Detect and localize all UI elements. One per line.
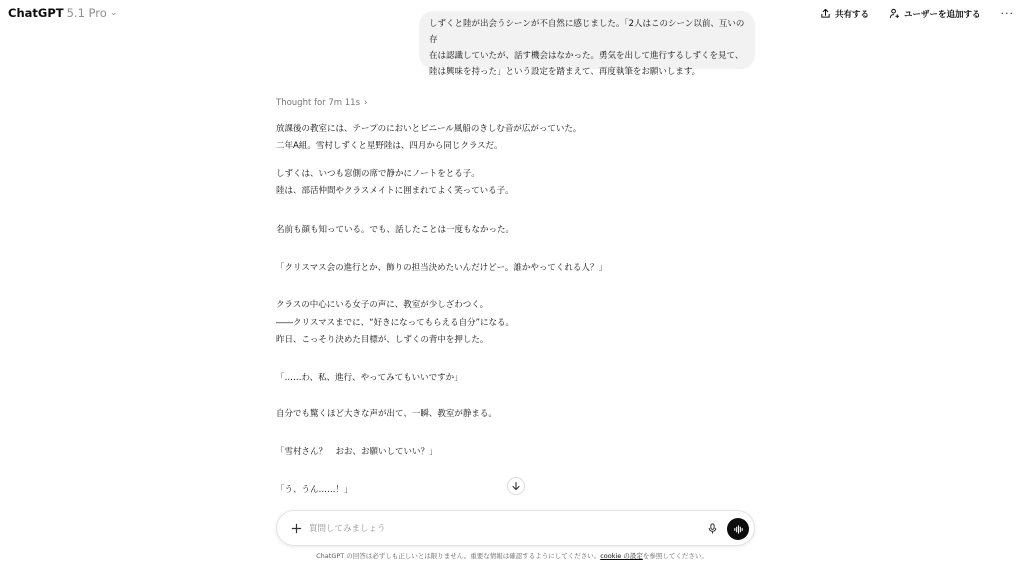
user-message-line: 在は認識していたが、話す機会はなかった。勇気を出して進行するしずくを見て、: [429, 51, 744, 61]
composer: [276, 510, 755, 546]
share-label: 共有する: [834, 9, 869, 20]
dictate-button[interactable]: [705, 521, 719, 535]
add-user-label: ユーザーを追加する: [903, 9, 981, 20]
response-line: 自分でも驚くほど大きな声が出て、一瞬、教室が静まる。: [276, 409, 497, 419]
response-line: 「クリスマス会の進行とか、飾りの担当決めたいんだけどー。誰かやってくれる人？」: [276, 263, 607, 273]
response-line: 名前も顔も知っている。でも、話したことは一度もなかった。: [276, 225, 515, 235]
user-message-line: 陸は興味を持った」という設定を踏まえて、再度執筆をお願いします。: [429, 67, 701, 77]
voice-mode-button[interactable]: [727, 518, 749, 540]
arrow-down-icon: [511, 481, 521, 491]
disclaimer-suffix: を参照してください。: [642, 552, 708, 560]
response-line: クラスの中心にいる女子の声に、教室が少しざわつく。: [276, 300, 489, 310]
response-line: 放課後の教室には、テープのにおいとビニール風船のきしむ音が広がっていた。: [276, 124, 582, 134]
microphone-icon: [707, 523, 718, 534]
response-line: 「う、うん……！」: [276, 485, 353, 495]
thought-toggle[interactable]: [276, 98, 367, 108]
share-icon: [820, 8, 831, 19]
share-button[interactable]: [820, 8, 869, 20]
more-options-icon[interactable]: ···: [1000, 7, 1014, 20]
plus-icon: [291, 523, 302, 534]
response-line: 陸は、部活仲間やクラスメイトに囲まれてよく笑っている子。: [276, 186, 514, 196]
add-user-icon: [889, 8, 900, 19]
thought-label: Thought for 7m 11s: [276, 98, 361, 108]
model-version: 5.1 Pro: [66, 6, 107, 20]
response-line: 「……わ、私、進行、やってみてもいいですか」: [276, 373, 463, 383]
scroll-to-bottom-button[interactable]: [507, 477, 525, 495]
waveform-icon: [733, 524, 744, 535]
disclaimer: [0, 551, 1024, 560]
chevron-down-icon: ⌄: [109, 8, 118, 18]
response-line: 二年A組。雪村しずくと星野陸は、四月から同じクラスだ。: [276, 141, 503, 151]
response-line: 昨日、こっそり決めた目標が、しずくの背中を押した。: [276, 335, 489, 345]
add-user-button[interactable]: [889, 8, 981, 20]
cookie-settings-link[interactable]: cookie の設定: [600, 552, 643, 560]
response-line: 「雪村さん？ おお、お願いしていい？」: [276, 447, 438, 457]
response-line: しずくは、いつも窓側の席で静かにノートをとる子。: [276, 169, 480, 179]
response-line: ――クリスマスまでに、“好きになってもらえる自分”になる。: [276, 318, 514, 328]
user-message-bubble: [419, 11, 755, 77]
prompt-input[interactable]: [309, 520, 689, 538]
user-message-line: しずくと陸が出会うシーンが不自然に感じました。「2人はこのシーン以前、互いの存: [429, 19, 745, 45]
model-selector[interactable]: [8, 6, 117, 20]
chevron-right-icon: ›: [364, 98, 368, 108]
top-actions: [820, 7, 1014, 20]
attach-button[interactable]: [287, 519, 305, 537]
disclaimer-text: ChatGPT の回答は必ずしも正しいとは限りません。重要な情報は確認するようにしてください。: [316, 552, 601, 560]
model-name: ChatGPT: [8, 6, 64, 20]
